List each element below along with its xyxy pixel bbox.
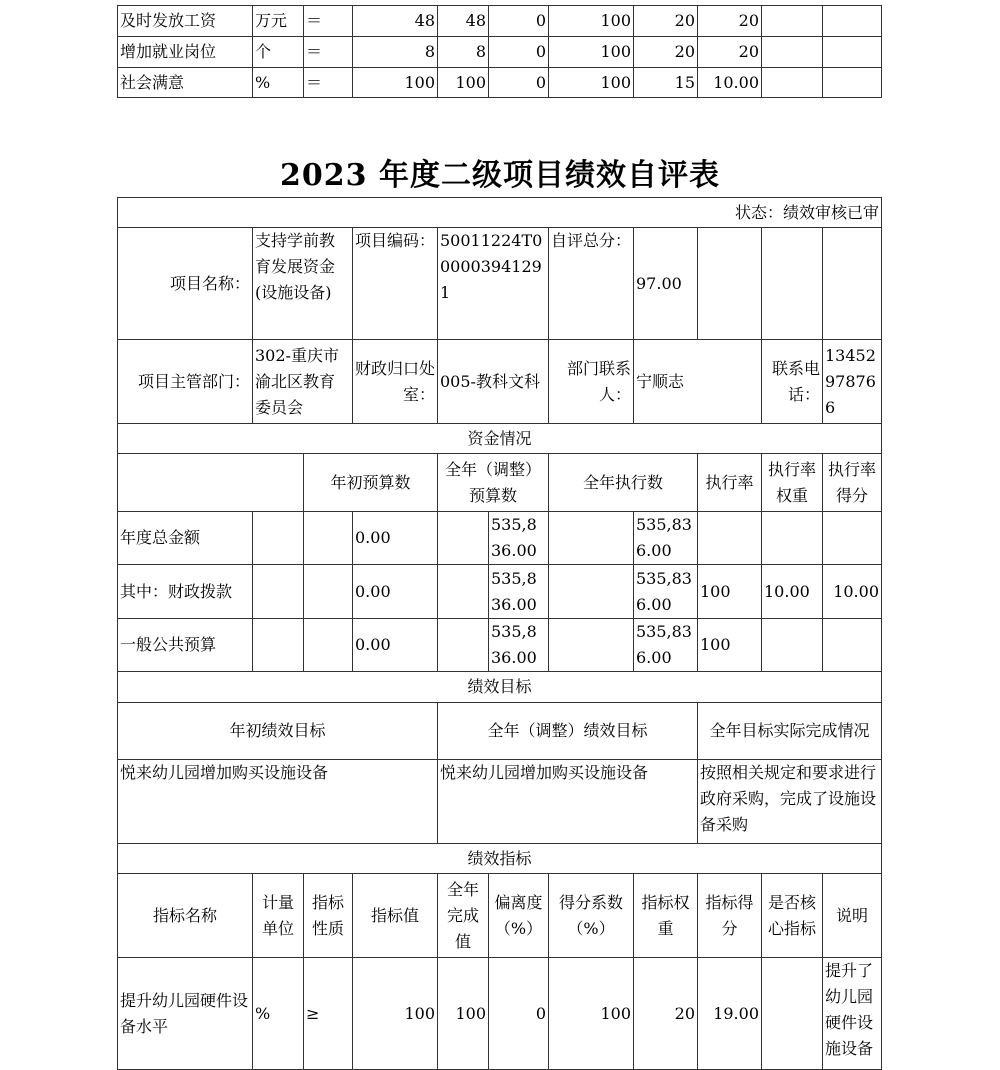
indicator-op: ＝ (304, 37, 353, 68)
funds-label: 其中：财政拨款 (118, 565, 253, 619)
indicator-note (823, 68, 882, 98)
actual-goal-text: 按照相关规定和要求进行政府采购，完成了设施设备采购 (698, 760, 882, 844)
indicator-value: 100 (353, 68, 438, 98)
initial-goal-header: 年初绩效目标 (118, 703, 438, 760)
page-title: 2023 年度二级项目绩效自评表 (280, 158, 720, 193)
executed-value: 535,836.00 (634, 512, 698, 565)
empty-cell (304, 565, 353, 619)
initial-budget-header: 年初预算数 (304, 454, 438, 512)
funds-header-row (118, 454, 882, 512)
empty-cell (549, 512, 634, 565)
initial-goal-text: 悦来幼儿园增加购买设施设备 (118, 760, 438, 844)
indicator-unit: % (253, 68, 304, 98)
adjusted-value: 535,836.00 (489, 619, 549, 672)
indicator-weight: 20 (634, 37, 698, 68)
indicator-done: 100 (438, 958, 489, 1070)
indicator-done: 100 (438, 68, 489, 98)
adjusted-budget-header: 全年（调整）预算数 (438, 454, 549, 512)
indicator-value: 8 (353, 37, 438, 68)
indicator-score: 20 (698, 37, 762, 68)
empty-cell (549, 565, 634, 619)
goals-row (118, 760, 882, 844)
indicator-note: 提升了幼儿园硬件设施设备 (823, 958, 882, 1070)
funds-section-title: 资金情况 (118, 424, 882, 454)
phone-label: 联系电话： (762, 340, 823, 424)
indicator-coef: 100 (549, 68, 634, 98)
project-code-label: 项目编码： (353, 228, 438, 340)
funds-row (118, 619, 882, 672)
indicators-header-row (118, 874, 882, 958)
indicator-name: 增加就业岗位 (118, 37, 253, 68)
indicator-coef: 100 (549, 958, 634, 1070)
office-value: 005-教科文科 (438, 340, 549, 424)
indicator-score: 20 (698, 6, 762, 37)
executed-header: 全年执行数 (549, 454, 698, 512)
indicator-name: 及时发放工资 (118, 6, 253, 37)
indicator-note-header: 说明 (823, 874, 882, 958)
indicator-score: 10.00 (698, 68, 762, 98)
empty-cell (438, 565, 489, 619)
indicator-name-header: 指标名称 (118, 874, 253, 958)
executed-value: 535,836.00 (634, 565, 698, 619)
funds-label: 一般公共预算 (118, 619, 253, 672)
rate-header: 执行率 (698, 454, 762, 512)
indicator-weight: 20 (634, 6, 698, 37)
project-name-label: 项目名称： (118, 228, 253, 340)
indicator-dev-header: 偏离度（%） (489, 874, 549, 958)
funds-section-row (118, 424, 882, 454)
rate-weight-header: 执行率权重 (762, 454, 823, 512)
self-score-value: 97.00 (634, 228, 698, 340)
department-label: 项目主管部门： (118, 340, 253, 424)
indicators-section-title: 绩效指标 (118, 844, 882, 874)
indicator-dev: 0 (489, 6, 549, 37)
indicator-unit: % (253, 958, 304, 1070)
indicator-coef-header: 得分系数（%） (549, 874, 634, 958)
empty-cell (438, 512, 489, 565)
indicator-coef: 100 (549, 37, 634, 68)
initial-value: 0.00 (353, 512, 438, 565)
indicator-core (762, 6, 823, 37)
initial-value: 0.00 (353, 619, 438, 672)
adjusted-value: 535,836.00 (489, 512, 549, 565)
empty-cell (438, 619, 489, 672)
empty-cell (823, 228, 882, 340)
indicator-weight-header: 指标权重 (634, 874, 698, 958)
rate-weight-value (762, 619, 823, 672)
project-name-value: 支持学前教育发展资金(设施设备) (253, 228, 353, 340)
empty-cell (762, 228, 823, 340)
table-row (118, 6, 882, 37)
table-row (118, 37, 882, 68)
indicator-unit: 个 (253, 37, 304, 68)
status-text: 状态：绩效审核已审 (118, 198, 882, 228)
empty-cell (118, 454, 304, 512)
contact-label: 部门联系人： (549, 340, 634, 424)
indicator-nature-header: 指标性质 (304, 874, 353, 958)
indicator-value: 100 (353, 958, 438, 1070)
indicator-core (762, 37, 823, 68)
indicator-note (823, 37, 882, 68)
indicator-unit-header: 计量单位 (253, 874, 304, 958)
indicator-name: 社会满意 (118, 68, 253, 98)
indicator-op: ＝ (304, 6, 353, 37)
status-row (118, 198, 882, 228)
rate-score-value (823, 619, 882, 672)
empty-cell (253, 565, 304, 619)
rate-value: 100 (698, 619, 762, 672)
indicator-value: 48 (353, 6, 438, 37)
empty-cell (698, 228, 762, 340)
rate-weight-value: 10.00 (762, 565, 823, 619)
empty-cell (304, 619, 353, 672)
goals-section-row (118, 672, 882, 703)
previous-indicator-table (117, 5, 882, 98)
indicator-nature: ≥ (304, 958, 353, 1070)
project-name-row (118, 228, 882, 340)
indicators-section-row (118, 844, 882, 874)
indicator-op: ＝ (304, 68, 353, 98)
indicator-coef: 100 (549, 6, 634, 37)
initial-value: 0.00 (353, 565, 438, 619)
indicator-weight: 20 (634, 958, 698, 1070)
indicator-unit: 万元 (253, 6, 304, 37)
adjusted-goal-header: 全年（调整）绩效目标 (438, 703, 698, 760)
funds-row (118, 565, 882, 619)
self-evaluation-table (117, 197, 882, 1070)
rate-score-value (823, 512, 882, 565)
indicator-dev: 0 (489, 68, 549, 98)
department-value: 302-重庆市渝北区教育委员会 (253, 340, 353, 424)
rate-weight-value (762, 512, 823, 565)
adjusted-value: 535,836.00 (489, 565, 549, 619)
rate-value: 100 (698, 565, 762, 619)
department-row (118, 340, 882, 424)
empty-cell (304, 512, 353, 565)
indicator-core (762, 958, 823, 1070)
indicator-dev: 0 (489, 958, 549, 1070)
indicator-done: 48 (438, 6, 489, 37)
indicator-done: 8 (438, 37, 489, 68)
contact-value: 宁顺志 (634, 340, 762, 424)
funds-label: 年度总金额 (118, 512, 253, 565)
empty-cell (253, 619, 304, 672)
empty-cell (253, 512, 304, 565)
indicator-core (762, 68, 823, 98)
indicator-core-header: 是否核心指标 (762, 874, 823, 958)
indicator-dev: 0 (489, 37, 549, 68)
rate-score-value: 10.00 (823, 565, 882, 619)
empty-cell (549, 619, 634, 672)
rate-score-header: 执行率得分 (823, 454, 882, 512)
indicator-done-header: 全年完成值 (438, 874, 489, 958)
indicator-name: 提升幼儿园硬件设备水平 (118, 958, 253, 1070)
executed-value: 535,836.00 (634, 619, 698, 672)
indicator-note (823, 6, 882, 37)
goals-section-title: 绩效目标 (118, 672, 882, 703)
goals-header-row (118, 703, 882, 760)
project-code-value: 50011224T000003941291 (438, 228, 549, 340)
actual-goal-header: 全年目标实际完成情况 (698, 703, 882, 760)
phone-value: 13452978766 (823, 340, 882, 424)
table-row (118, 68, 882, 98)
indicator-score-header: 指标得分 (698, 874, 762, 958)
table-row (118, 958, 882, 1070)
adjusted-goal-text: 悦来幼儿园增加购买设施设备 (438, 760, 698, 844)
indicator-score: 19.00 (698, 958, 762, 1070)
office-label: 财政归口处室： (353, 340, 438, 424)
indicator-value-header: 指标值 (353, 874, 438, 958)
indicator-weight: 15 (634, 68, 698, 98)
funds-row (118, 512, 882, 565)
self-score-label: 自评总分： (549, 228, 634, 340)
rate-value (698, 512, 762, 565)
